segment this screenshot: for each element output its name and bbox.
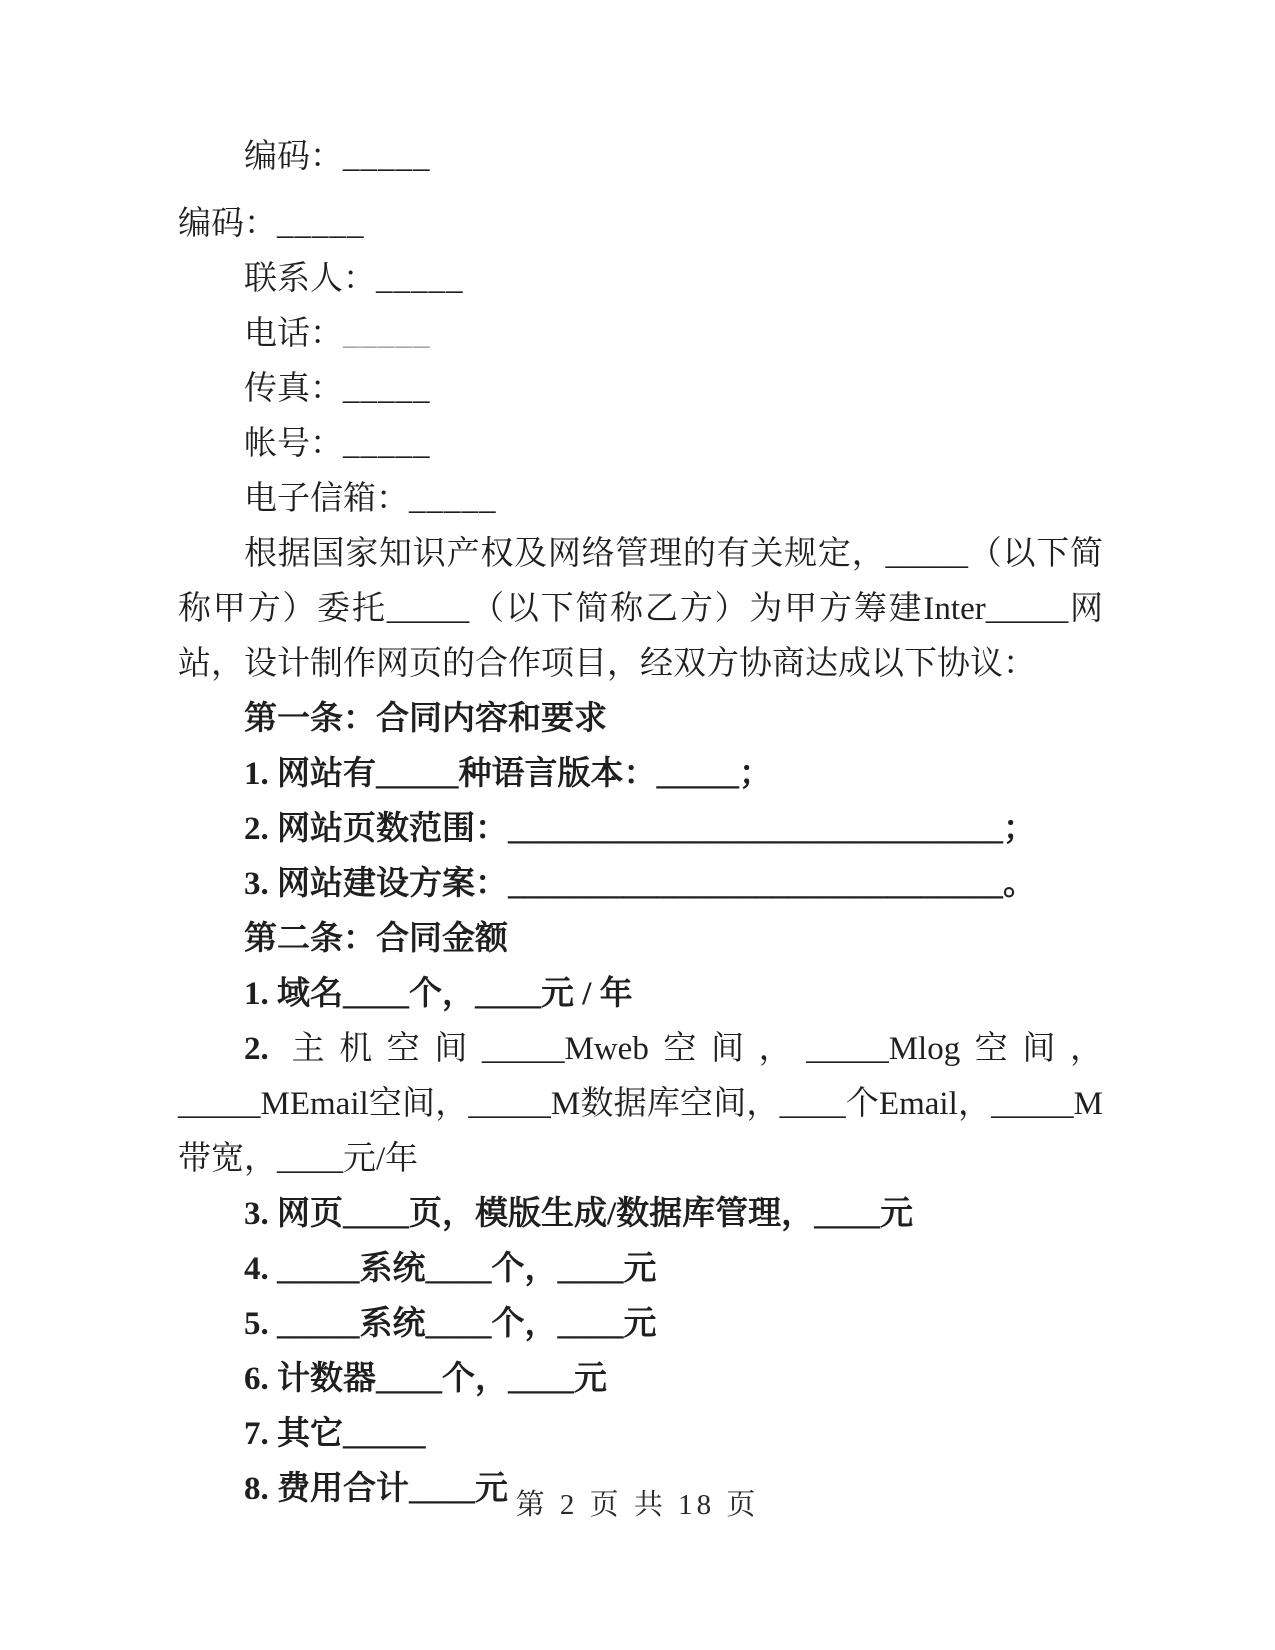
field-code-2-blank: _____	[277, 206, 365, 242]
field-account-label: 帐号：	[244, 426, 343, 462]
field-code-1-label: 编码：	[244, 139, 343, 175]
intro-paragraph: 根据国家知识产权及网络管理的有关规定，_____（以下简称甲方）委托_____（以下简称乙方）为甲方筹建Inter_____网站，设计制作网页的合作项目，经双方协商达成以下协议：	[178, 536, 1103, 682]
section1-title: 第一条：合同内容和要求	[244, 701, 607, 737]
section2-item-domain: 1. 域名____个，____元 / 年	[244, 976, 633, 1012]
page-footer: 第 2 页 共 18 页	[515, 1489, 760, 1521]
section2-item-system-1: 4. _____系统____个，____元	[244, 1251, 657, 1287]
section2-item-hosting-text: 主机空间_____Mweb空间，_____Mlog空间，_____MEmail空间，_____M数据库空间，____个Email，_____M带宽，____元/年	[178, 1031, 1104, 1177]
field-email-label: 电子信箱：	[244, 481, 409, 517]
section1-item-page-range: 2. 网站页数范围：______________________________；	[244, 811, 1036, 847]
field-contact-label: 联系人：	[244, 261, 376, 297]
section2-item-counter: 6. 计数器____个，____元	[244, 1361, 607, 1397]
field-code-2-label: 编码：	[178, 206, 277, 242]
field-account-blank: _____	[343, 426, 431, 462]
field-email-blank: _____	[409, 481, 497, 517]
section2-title: 第二条：合同金额	[244, 921, 508, 957]
field-phone-label: 电话：	[244, 316, 343, 352]
section2-item-hosting	[178, 1022, 1103, 1187]
section1-item-build-plan: 3. 网站建设方案：______________________________。	[244, 866, 1036, 902]
field-contact-line	[178, 252, 1103, 307]
field-contact-blank: _____	[376, 261, 464, 297]
field-code-line-1	[178, 130, 1103, 185]
field-fax-label: 传真：	[244, 371, 343, 407]
field-phone-line	[178, 307, 1103, 362]
field-code-line-2	[178, 197, 1103, 252]
field-fax-line	[178, 362, 1103, 417]
section2-item-system-2: 5. _____系统____个，____元	[244, 1306, 657, 1342]
section2-item-total-cost: 8. 费用合计____元	[244, 1471, 508, 1507]
section1-item-language-versions: 1. 网站有_____种语言版本：_____；	[244, 756, 772, 792]
section2-item-webpages: 3. 网页____页，模版生成/数据库管理，____元	[244, 1196, 914, 1232]
field-phone-blank: _____	[343, 316, 431, 352]
field-fax-blank: _____	[343, 371, 431, 407]
field-account-line	[178, 417, 1103, 472]
section2-item-hosting-number: 2.	[244, 1031, 292, 1067]
document-content	[178, 130, 1103, 1517]
field-code-1-blank: _____	[343, 139, 431, 175]
section2-item-other: 7. 其它_____	[244, 1416, 426, 1452]
field-email-line	[178, 472, 1103, 527]
